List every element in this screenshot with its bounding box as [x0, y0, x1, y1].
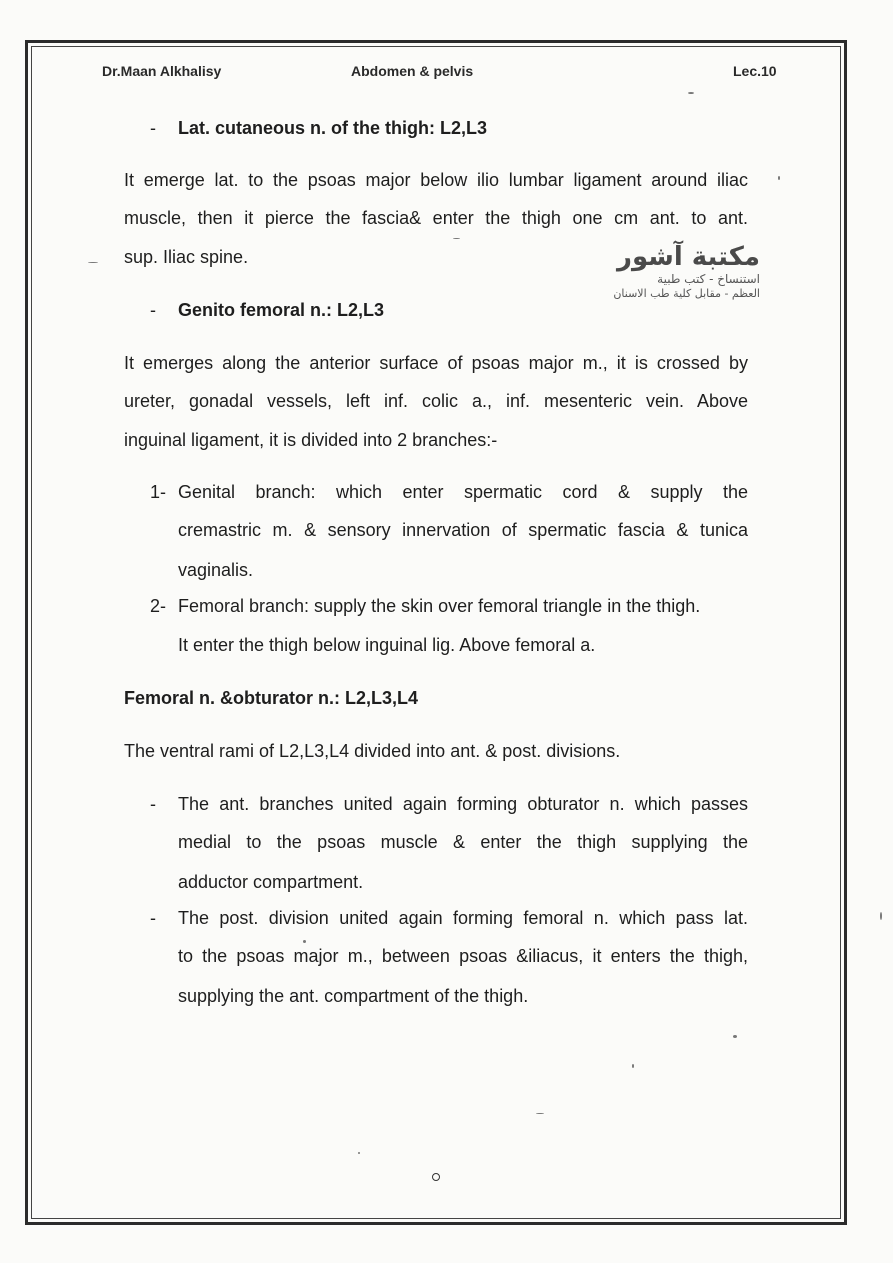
scan-speck	[358, 1152, 360, 1154]
scan-speck	[778, 176, 780, 180]
bullet-dash: -	[150, 300, 156, 320]
list-item-line: It enter the thigh below inguinal lig. Above femoral a.	[178, 635, 596, 655]
list-item-line: cremastric m. & sensory innervation of spermatic fascia & tunica	[178, 520, 748, 540]
scan-speck	[536, 1113, 544, 1114]
header-lecture: Lec.10	[733, 63, 777, 79]
list-item-line: The post. division united again forming femoral n. which pass lat.	[178, 908, 748, 928]
section-heading-genito-femoral: Genito femoral n.: L2,L3	[178, 300, 385, 320]
paragraph-line: It emerge lat. to the psoas major below ilio lumbar ligament around iliac	[124, 170, 748, 190]
scan-speck	[88, 262, 98, 263]
list-number: 1-	[150, 482, 167, 502]
paragraph-line: It emerges along the anterior surface of psoas major m., it is crossed by	[124, 353, 748, 373]
paragraph-line: The ventral rami of L2,L3,L4 divided into ant. & post. divisions.	[124, 741, 621, 761]
bullet-dash: -	[150, 908, 156, 928]
paragraph-line: inguinal ligament, it is divided into 2 branches:-	[124, 430, 498, 450]
list-number: 2-	[150, 596, 167, 616]
paragraph-line: ureter, gonadal vessels, left inf. colic a., inf. mesenteric vein. Above	[124, 391, 748, 411]
list-item-line: to the psoas major m., between psoas &iliacus, it enters the thigh,	[178, 946, 748, 966]
bullet-dash: -	[150, 118, 156, 138]
stamp-title: مكتبة آشور	[616, 242, 760, 272]
header-subject: Abdomen & pelvis	[351, 63, 474, 79]
stamp-subtitle: استنساخ - كتب طبية	[657, 272, 760, 286]
scan-speck	[303, 940, 306, 943]
bullet-dash: -	[150, 794, 156, 814]
list-item-line: supplying the ant. compartment of the thigh.	[178, 986, 529, 1006]
library-stamp	[530, 242, 760, 312]
paragraph-line: muscle, then it pierce the fascia& enter the thigh one cm ant. to ant.	[124, 208, 748, 228]
section-heading-lat-cutaneous: Lat. cutaneous n. of the thigh: L2,L3	[178, 118, 487, 138]
stamp-address: العظم - مقابل كلية طب الاسنان	[613, 287, 760, 300]
list-item-line: adductor compartment.	[178, 872, 364, 892]
list-item-line: Femoral branch: supply the skin over femoral triangle in the thigh.	[178, 596, 701, 616]
page-mark	[432, 1173, 440, 1181]
scan-speck	[632, 1064, 634, 1068]
list-item-line: vaginalis.	[178, 560, 254, 580]
list-item-line: The ant. branches united again forming obturator n. which passes	[178, 794, 748, 814]
scan-speck	[453, 238, 460, 239]
scan-speck	[880, 912, 882, 920]
scan-speck	[733, 1035, 737, 1038]
header-author: Dr.Maan Alkhalisy	[102, 63, 222, 79]
list-item-line: Genital branch: which enter spermatic cord & supply the	[178, 482, 748, 502]
paragraph-line: sup. Iliac spine.	[124, 247, 249, 267]
section-heading-femoral-obturator: Femoral n. &obturator n.: L2,L3,L4	[124, 688, 419, 708]
scan-speck	[688, 92, 694, 94]
list-item-line: medial to the psoas muscle & enter the thigh supplying the	[178, 832, 748, 852]
